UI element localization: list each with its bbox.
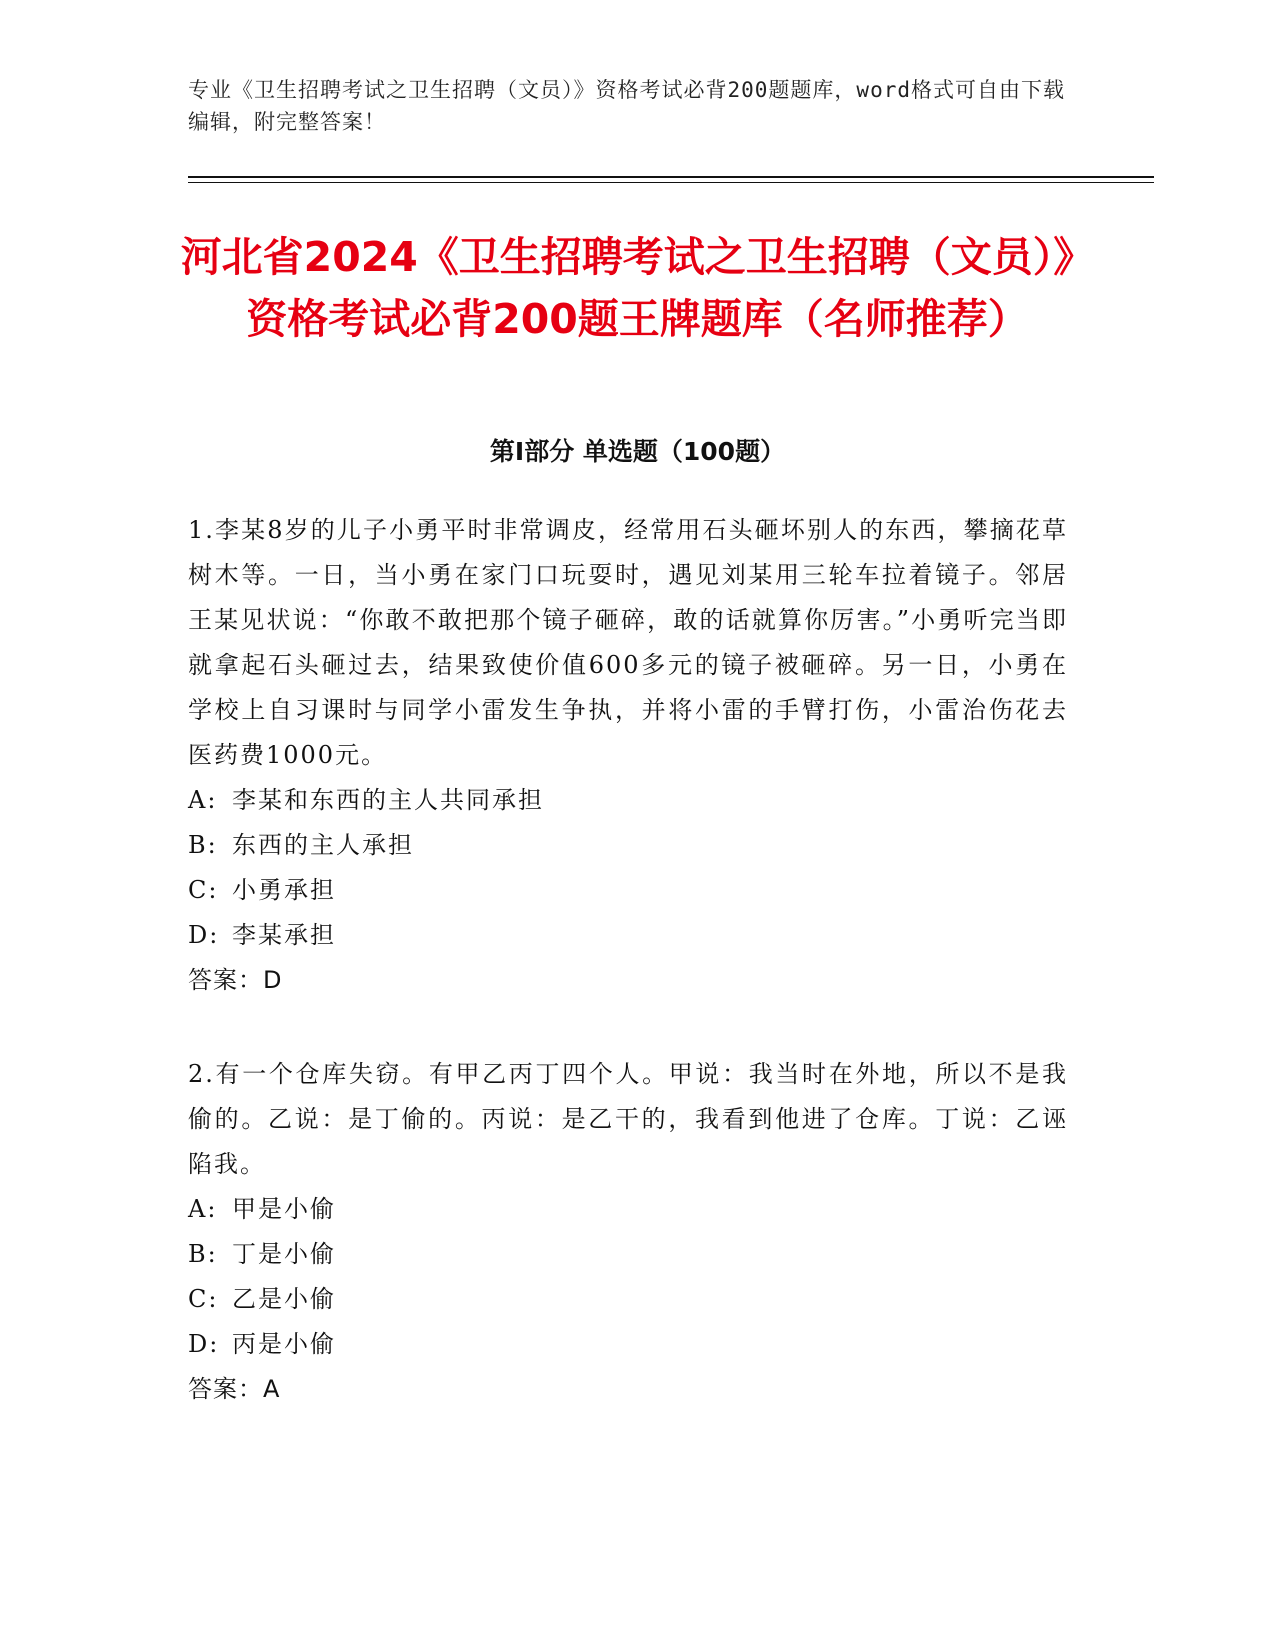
option-b <box>188 1232 1068 1277</box>
option-d <box>188 1322 1068 1367</box>
option-text: 乙是小偷 <box>232 1285 336 1313</box>
answer: 答案：A <box>188 1375 281 1403</box>
header-divider-thick <box>188 176 1154 178</box>
option-letter: D: <box>188 1330 220 1358</box>
option-a <box>188 778 1068 823</box>
option-text: 甲是小偷 <box>232 1195 336 1223</box>
answer: 答案：D <box>188 966 283 994</box>
option-c <box>188 868 1068 913</box>
option-letter: C: <box>188 876 219 904</box>
option-d <box>188 913 1068 958</box>
header-note: 专业《卫生招聘考试之卫生招聘（文员）》资格考试必背200题题库，word格式可自由下载编辑，附完整答案！ <box>188 78 1065 134</box>
option-text: 李某承担 <box>232 921 336 949</box>
question-2 <box>188 1052 1068 1412</box>
option-text: 东西的主人承担 <box>232 831 414 859</box>
option-c <box>188 1277 1068 1322</box>
option-text: 李某和东西的主人共同承担 <box>232 786 544 814</box>
option-text: 丙是小偷 <box>232 1330 336 1358</box>
section-title: 第Ⅰ部分 单选题（100题） <box>489 437 786 466</box>
question-stem: 2.有一个仓库失窃。有甲乙丙丁四个人。甲说：我当时在外地，所以不是我偷的。乙说：是丁偷的。丙说：是乙干的，我看到他进了仓库。丁说：乙诬陷我。 <box>188 1060 1068 1178</box>
header-divider-thin <box>188 182 1154 183</box>
option-letter: B: <box>188 1240 218 1268</box>
option-b <box>188 823 1068 868</box>
option-text: 小勇承担 <box>232 876 336 904</box>
question-1 <box>188 508 1068 1003</box>
option-letter: B: <box>188 831 218 859</box>
question-stem: 1.李某8岁的儿子小勇平时非常调皮，经常用石头砸坏别人的东西，攀摘花草树木等。一日，当小勇在家门口玩耍时，遇见刘某用三轮车拉着镜子。邻居王某见状说：“你敢不敢把那个镜子砸碎，敢的话就算你厉害。”小勇听完当即就拿起石头砸过去，结果致使价值600多元的镜子被砸碎。另一日，小勇在学校上自习课时与同学小雷发生争执，并将小雷的手臂打伤，小雷治伤花去医药费1000元。 <box>188 516 1068 769</box>
document-title: 河北省2024《卫生招聘考试之卫生招聘（文员）》资格考试必背200题王牌题库（名师推荐） <box>180 233 1095 343</box>
option-letter: A: <box>188 1195 218 1223</box>
option-letter: C: <box>188 1285 219 1313</box>
option-text: 丁是小偷 <box>232 1240 336 1268</box>
option-letter: D: <box>188 921 220 949</box>
option-letter: A: <box>188 786 218 814</box>
option-a <box>188 1187 1068 1232</box>
